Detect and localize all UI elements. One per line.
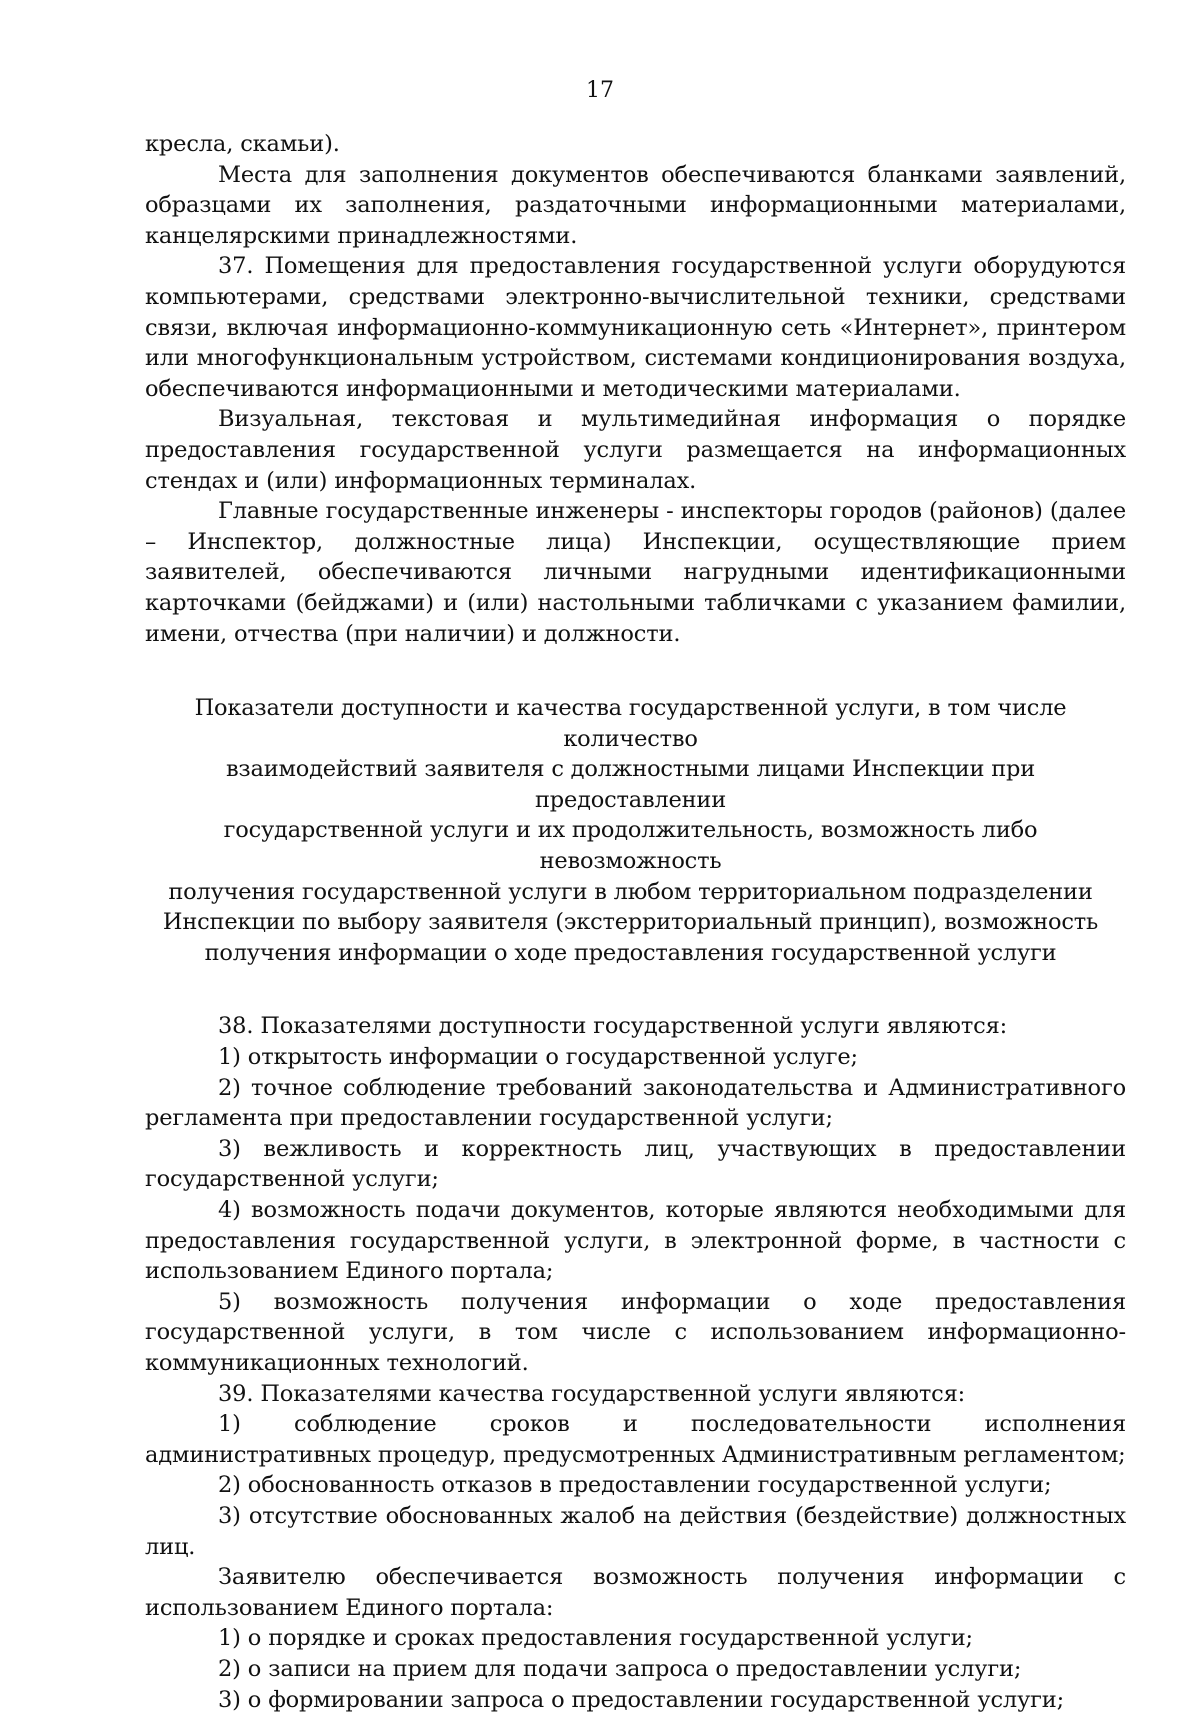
list-item: 3) отсутствие обоснованных жалоб на действия (бездействие) должностных лиц. [145,1501,1126,1562]
list-item: 2) обоснованность отказов в предоставлении государственной услуги; [145,1470,1126,1501]
paragraph: Заявителю обеспечивается возможность получения информации с использованием Единого портала: [145,1562,1126,1623]
heading-line: взаимодействий заявителя с должностными лицами Инспекции при предоставлении [145,754,1116,815]
heading-line: Показатели доступности и качества государственной услуги, в том числе количество [145,693,1116,754]
paragraph: Места для заполнения документов обеспечиваются бланками заявлений, образцами их заполнения, раздаточными информационными материалами, канцелярскими принадлежностями. [145,160,1126,252]
section-heading [145,693,1116,968]
list-item: 4) возможность подачи документов, которые являются необходимыми для предоставления государственной услуги, в электронной форме, в частности с использованием Единого портала; [145,1195,1126,1287]
list-item: 2) о записи на прием для подачи запроса о предоставлении услуги; [145,1654,1126,1685]
paragraph: 38. Показателями доступности государственной услуги являются: [145,1011,1126,1042]
page-number: 17 [0,76,1200,106]
list-item: 1) соблюдение сроков и последовательности исполнения административных процедур, предусмотренных Административным регламентом; [145,1409,1126,1470]
paragraph: 39. Показателями качества государственной услуги являются: [145,1379,1126,1410]
list-item: 1) о порядке и сроках предоставления государственной услуги; [145,1623,1126,1654]
document-body [145,129,1126,1715]
list-item: 1) открытость информации о государственной услуге; [145,1042,1126,1073]
list-item: 3) о формировании запроса о предоставлении государственной услуги; [145,1685,1126,1715]
heading-line: государственной услуги и их продолжительность, возможность либо невозможность [145,815,1116,876]
paragraph: Главные государственные инженеры - инспекторы городов (районов) (далее – Инспектор, должностные лица) Инспекции, осуществляющие прием заявителей, обеспечиваются личными нагрудными идентификационными карточками (бейджами) и (или) настольными табличками с указанием фамилии, имени, отчества (при наличии) и должности. [145,496,1126,649]
heading-line: Инспекции по выбору заявителя (экстерриториальный принцип), возможность [145,907,1116,938]
heading-line: получения информации о ходе предоставления государственной услуги [145,938,1116,969]
heading-line: получения государственной услуги в любом территориальном подразделении [145,877,1116,908]
paragraph: 37. Помещения для предоставления государственной услуги оборудуются компьютерами, средствами электронно-вычислительной техники, средствами связи, включая информационно-коммуникационную сеть «Интернет», принтером или многофункциональным устройством, системами кондиционирования воздуха, обеспечиваются информационными и методическими материалами. [145,251,1126,404]
list-item: 5) возможность получения информации о ходе предоставления государственной услуги, в том числе с использованием информационно-коммуникационных технологий. [145,1287,1126,1379]
paragraph: кресла, скамьи). [145,129,1126,160]
list-item: 2) точное соблюдение требований законодательства и Административного регламента при предоставлении государственной услуги; [145,1073,1126,1134]
list-item: 3) вежливость и корректность лиц, участвующих в предоставлении государственной услуги; [145,1134,1126,1195]
paragraph: Визуальная, текстовая и мультимедийная информация о порядке предоставления государственной услуги размещается на информационных стендах и (или) информационных терминалах. [145,404,1126,496]
